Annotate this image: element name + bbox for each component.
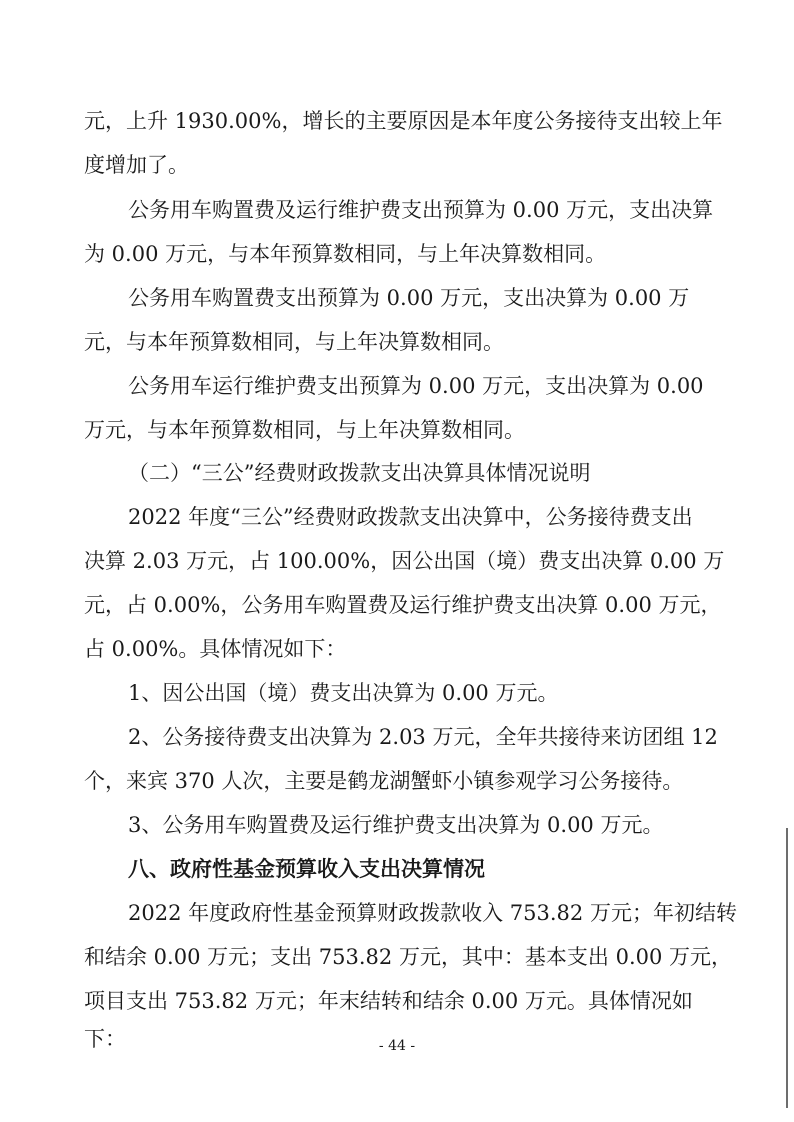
list-item: 3、公务用车购置费及运行维护费支出决算为 0.00 万元。: [128, 813, 664, 837]
text-line: 2022 年度政府性基金预算财政拨款收入 753.82 万元；年初结转: [128, 901, 737, 925]
scan-edge-mark: [786, 828, 788, 1108]
list-item: 2、公务接待费支出决算为 2.03 万元，全年共接待来访团组 12: [128, 725, 718, 749]
text-line: 度增加了。: [84, 153, 189, 177]
section-subheading: （二）“三公”经费财政拨款支出决算具体情况说明: [128, 461, 591, 485]
text-line: 为 0.00 万元，与本年预算数相同，与上年决算数相同。: [84, 242, 607, 266]
text-line: 2022 年度“三公”经费财政拨款支出决算中，公务接待费支出: [128, 505, 693, 529]
text-line: 公务用车运行维护费支出预算为 0.00 万元，支出决算为 0.00: [128, 374, 704, 398]
text-line: 公务用车购置费支出预算为 0.00 万元，支出决算为 0.00 万: [128, 286, 690, 310]
section-heading: 八、政府性基金预算收入支出决算情况: [128, 857, 485, 881]
text-line: 个，来宾 370 人次，主要是鹤龙湖蟹虾小镇参观学习公务接待。: [84, 769, 684, 793]
text-line: 下：: [84, 1027, 126, 1051]
text-line: 公务用车购置费及运行维护费支出预算为 0.00 万元，支出决算: [128, 198, 714, 222]
text-line: 元，占 0.00%，公务用车购置费及运行维护费支出决算 0.00 万元，: [84, 593, 722, 617]
text-line: 项目支出 753.82 万元；年末结转和结余 0.00 万元。具体情况如: [84, 989, 693, 1013]
text-line: 元，上升 1930.00%，增长的主要原因是本年度公务接待支出较上年: [84, 109, 723, 133]
page-number: - 44 -: [378, 1038, 416, 1054]
text-line: 元，与本年预算数相同，与上年决算数相同。: [84, 330, 504, 354]
text-line: 决算 2.03 万元，占 100.00%，因公出国（境）费支出决算 0.00 万: [84, 549, 725, 573]
text-line: 占 0.00%。具体情况如下：: [84, 637, 347, 661]
text-line: 和结余 0.00 万元；支出 753.82 万元，其中：基本支出 0.00 万元，: [84, 945, 733, 969]
text-line: 万元，与本年预算数相同，与上年决算数相同。: [84, 418, 525, 442]
list-item: 1、因公出国（境）费支出决算为 0.00 万元。: [128, 681, 559, 705]
